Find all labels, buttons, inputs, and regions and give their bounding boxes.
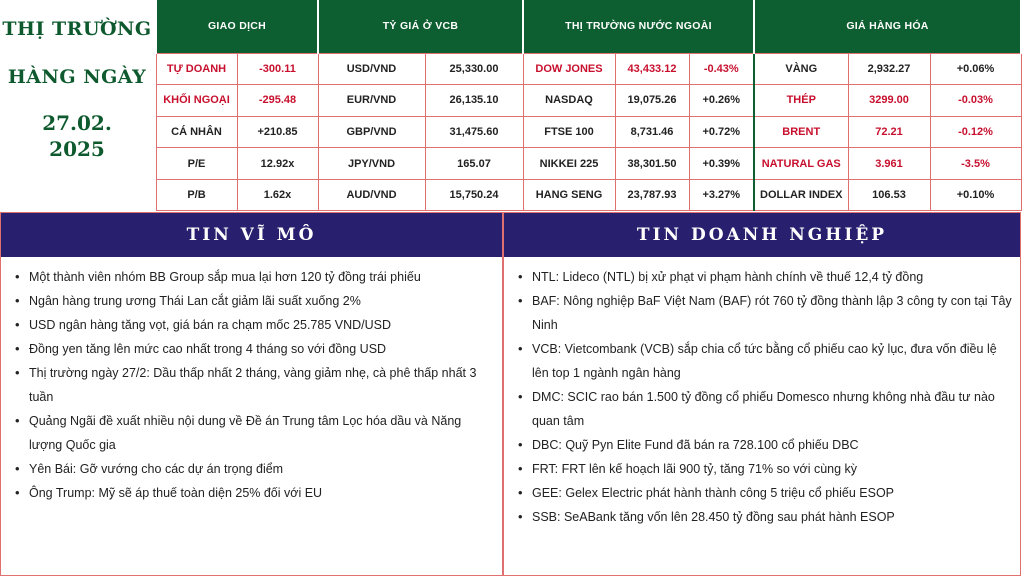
index-value: 19,075.26 — [615, 85, 689, 117]
header-giao-dich: GIAO DỊCH — [156, 0, 318, 53]
index-change: +3.27% — [689, 179, 754, 211]
commodity-change: -0.03% — [930, 85, 1021, 117]
list-item: • Ông Trump: Mỹ sẽ áp thuế toàn diện 25% đối với EU — [15, 481, 494, 505]
commodity-price: 106.53 — [848, 179, 930, 211]
commodity-price: 3.961 — [848, 148, 930, 180]
list-item: • DMC: SCIC rao bán 1.500 tỷ đồng cổ phiếu Domesco nhưng không nhà đầu tư nào quan tâm — [518, 385, 1012, 433]
brand-block — [0, 0, 154, 210]
commodity-name: THÉP — [754, 85, 848, 117]
index-value: 38,301.50 — [615, 148, 689, 180]
commodity-name: VÀNG — [754, 53, 848, 85]
brand-title-line1: THỊ TRƯỜNG — [2, 18, 152, 40]
macro-news-list — [1, 257, 502, 505]
index-name: FTSE 100 — [523, 116, 615, 148]
commodity-change: +0.10% — [930, 179, 1021, 211]
list-item: • DBC: Quỹ Pyn Elite Fund đã bán ra 728.100 cổ phiếu DBC — [518, 433, 1012, 457]
table-row — [156, 116, 1021, 148]
index-value: 8,731.46 — [615, 116, 689, 148]
list-item: • Một thành viên nhóm BB Group sắp mua lại hơn 120 tỷ đồng trái phiếu — [15, 265, 494, 289]
giao-dich-value: 1.62x — [237, 179, 318, 211]
corporate-news-list — [504, 257, 1020, 529]
index-name: DOW JONES — [523, 53, 615, 85]
fx-pair: USD/VND — [318, 53, 425, 85]
list-item: • Quảng Ngãi đề xuất nhiều nội dung về Đề án Trung tâm Lọc hóa dầu và Năng lượng Quốc gia — [15, 409, 494, 457]
index-change: +0.72% — [689, 116, 754, 148]
table-row — [156, 148, 1021, 180]
giao-dich-label: KHỐI NGOẠI — [156, 85, 237, 117]
corporate-news-title: TIN DOANH NGHIỆP — [504, 213, 1020, 257]
giao-dich-value: -295.48 — [237, 85, 318, 117]
commodity-change: +0.06% — [930, 53, 1021, 85]
commodity-price: 2,932.27 — [848, 53, 930, 85]
market-table — [155, 0, 1022, 211]
list-item: • VCB: Vietcombank (VCB) sắp chia cổ tức bằng cổ phiếu cao kỷ lục, đưa vốn điều lệ lên top 1 ngành ngân hàng — [518, 337, 1012, 385]
index-value: 23,787.93 — [615, 179, 689, 211]
list-item: • BAF: Nông nghiệp BaF Việt Nam (BAF) rót 760 tỷ đồng thành lập 3 công ty con tại Tây Ninh — [518, 289, 1012, 337]
brand-date: 27.02. 2025 — [42, 111, 112, 161]
list-item: • Thị trường ngày 27/2: Dầu thấp nhất 2 tháng, vàng giảm nhẹ, cà phê thấp nhất 3 tuần — [15, 361, 494, 409]
macro-news-title: TIN VĨ MÔ — [1, 213, 502, 257]
giao-dich-value: -300.11 — [237, 53, 318, 85]
giao-dich-value: +210.85 — [237, 116, 318, 148]
giao-dich-value: 12.92x — [237, 148, 318, 180]
table-row — [156, 53, 1021, 85]
header-ty-gia: TỶ GIÁ Ở VCB — [318, 0, 523, 53]
giao-dich-label: CÁ NHÂN — [156, 116, 237, 148]
commodity-price: 72.21 — [848, 116, 930, 148]
commodity-price: 3299.00 — [848, 85, 930, 117]
index-name: NIKKEI 225 — [523, 148, 615, 180]
list-item: • NTL: Lideco (NTL) bị xử phạt vi phạm hành chính về thuế 12,4 tỷ đồng — [518, 265, 1012, 289]
fx-pair: GBP/VND — [318, 116, 425, 148]
index-value: 43,433.12 — [615, 53, 689, 85]
market-header-row — [156, 0, 1021, 53]
macro-news-panel — [0, 212, 503, 576]
fx-rate: 15,750.24 — [425, 179, 523, 211]
commodity-change: -3.5% — [930, 148, 1021, 180]
corporate-news-panel — [503, 212, 1021, 576]
commodity-name: DOLLAR INDEX — [754, 179, 848, 211]
table-row — [156, 179, 1021, 211]
index-change: -0.43% — [689, 53, 754, 85]
fx-rate: 165.07 — [425, 148, 523, 180]
index-change: +0.39% — [689, 148, 754, 180]
list-item: • Yên Bái: Gỡ vướng cho các dự án trọng điểm — [15, 457, 494, 481]
fx-pair: JPY/VND — [318, 148, 425, 180]
list-item: • FRT: FRT lên kế hoạch lãi 900 tỷ, tăng 71% so với cùng kỳ — [518, 457, 1012, 481]
commodity-change: -0.12% — [930, 116, 1021, 148]
index-change: +0.26% — [689, 85, 754, 117]
list-item: • Đồng yen tăng lên mức cao nhất trong 4 tháng so với đồng USD — [15, 337, 494, 361]
giao-dich-label: TỰ DOANH — [156, 53, 237, 85]
fx-pair: AUD/VND — [318, 179, 425, 211]
brand-title-line2: HÀNG NGÀY — [7, 66, 147, 88]
giao-dich-label: P/B — [156, 179, 237, 211]
header-nuoc-ngoai: THỊ TRƯỜNG NƯỚC NGOÀI — [523, 0, 754, 53]
list-item: • SSB: SeABank tăng vốn lên 28.450 tỷ đồng sau phát hành ESOP — [518, 505, 1012, 529]
fx-rate: 26,135.10 — [425, 85, 523, 117]
commodity-name: NATURAL GAS — [754, 148, 848, 180]
list-item: • GEE: Gelex Electric phát hành thành công 5 triệu cổ phiếu ESOP — [518, 481, 1012, 505]
fx-pair: EUR/VND — [318, 85, 425, 117]
list-item: • Ngân hàng trung ương Thái Lan cắt giảm lãi suất xuống 2% — [15, 289, 494, 313]
fx-rate: 25,330.00 — [425, 53, 523, 85]
fx-rate: 31,475.60 — [425, 116, 523, 148]
header-hang-hoa: GIÁ HÀNG HÓA — [754, 0, 1021, 53]
table-row — [156, 85, 1021, 117]
giao-dich-label: P/E — [156, 148, 237, 180]
index-name: HANG SENG — [523, 179, 615, 211]
index-name: NASDAQ — [523, 85, 615, 117]
commodity-name: BRENT — [754, 116, 848, 148]
list-item: • USD ngân hàng tăng vọt, giá bán ra chạm mốc 25.785 VND/USD — [15, 313, 494, 337]
